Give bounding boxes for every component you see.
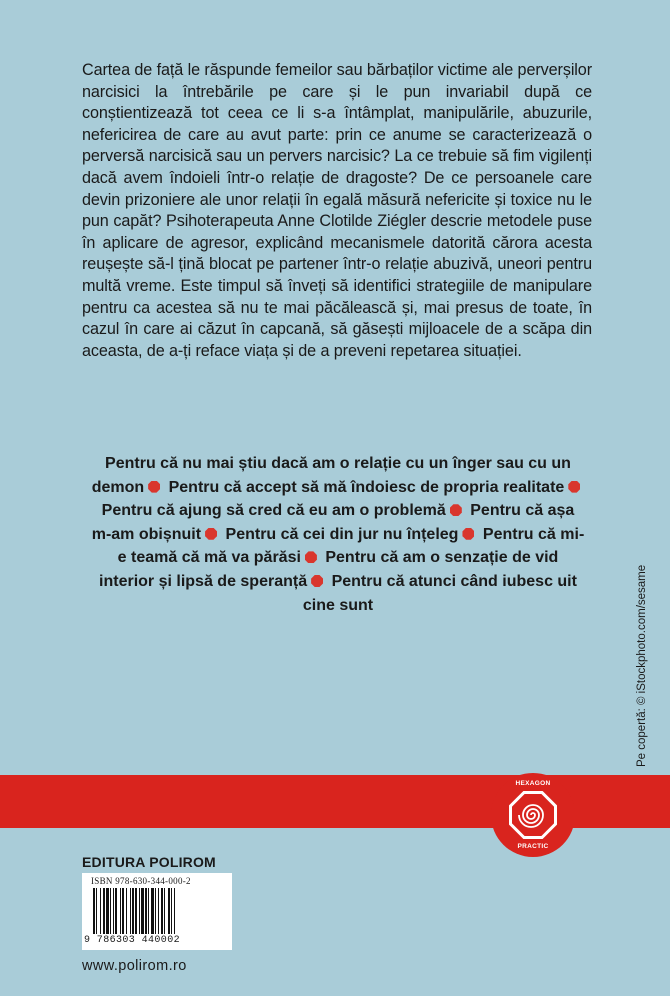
reason-item: Pentru că accept să mă îndoiesc de propria realitate — [168, 478, 565, 496]
octagon-separator-icon — [311, 575, 323, 587]
barcode-bar — [126, 888, 127, 934]
barcode — [82, 873, 232, 950]
barcode-bar — [120, 888, 121, 934]
spiral-icon — [515, 797, 551, 833]
barcode-bar — [161, 888, 163, 934]
barcode-bar — [158, 888, 159, 934]
barcode-bar — [168, 888, 170, 934]
barcode-bar — [100, 888, 101, 934]
barcode-bar — [122, 888, 124, 934]
reason-item: Pentru că am o senzație de vid interior și lipsă de speranță — [99, 549, 559, 590]
reason-item: Pentru că atunci când iubesc uit cine sunt — [302, 572, 577, 614]
barcode-bar — [155, 888, 156, 934]
barcode-bar — [174, 888, 175, 934]
reason-item: Pentru că ajung să cred că eu am o problemă — [101, 502, 446, 520]
barcode-bar — [135, 888, 137, 934]
barcode-digits: 9 786303 440002 — [84, 935, 181, 946]
reason-item: Pentru că nu mai știu dacă am o relație cu un înger sau cu un demon — [91, 455, 571, 496]
barcode-bar — [113, 888, 114, 934]
barcode-bars — [93, 888, 223, 934]
barcode-bar — [148, 888, 149, 934]
logo-top-text: HEXAGON — [515, 780, 551, 787]
reason-item: Pentru că mi-e teamă că mă va părăsi — [117, 525, 585, 567]
barcode-bar — [93, 888, 95, 934]
barcode-bar — [151, 888, 154, 934]
barcode-bar — [139, 888, 140, 934]
reason-item: Pentru că cei din jur nu înțeleg — [225, 525, 459, 543]
barcode-bar — [132, 888, 134, 934]
octagon-separator-icon — [148, 481, 160, 493]
book-description: Cartea de față le răspunde femeilor sau bărbaților victime ale perverșilor narcisici la întrebările pe care și le pun invariabil după ce conștientizează tot ceea ce li s-a întâmplat, manipulările, abuzurile, nefericirea de care au avut parte: prin ce anume se caracterizează o perversă narcisică sau un pervers narcisic? La ce trebuie să fim vigilenți dacă avem îndoieli într-o relație de dragoste? De ce persoanele care devin prizoniere ale unor relații în egală măsură nefericite și toxice nu le pun capăt? Psihoterapeuta Anne Clotilde Ziégler descrie metodele puse în aplicare de agresor, explicând mecanismele datorită cărora acesta reușește să-l țină blocat pe partener într-o relație abuzivă, uneori pentru multă vreme. Este timpul să înveți să identifici strategiile de manipulare pentru ca acestea să nu te mai păcălească și, mai presus de toate, în cazul în care ai căzut în capcană, să găsești mijloacele de a scăpa din aceasta, de a-ți reface viața și de a preveni repetarea situației. — [82, 61, 592, 360]
octagon-separator-icon — [568, 481, 580, 493]
barcode-bar — [115, 888, 117, 934]
reasons-list — [90, 452, 586, 617]
barcode-bar — [110, 888, 111, 934]
barcode-bar — [164, 888, 165, 934]
publisher-name: EDITURA POLIROM — [82, 854, 216, 870]
logo-bottom-text: PRACTIC — [517, 843, 549, 850]
isbn-number: ISBN 978-630-344-000-2 — [91, 876, 191, 886]
octagon-separator-icon — [305, 551, 317, 563]
octagon-separator-icon — [462, 528, 474, 540]
barcode-bar — [130, 888, 131, 934]
reason-item: Pentru că așa m-am obișnuit — [91, 502, 575, 543]
barcode-bar — [145, 888, 147, 934]
octagon-separator-icon — [205, 528, 217, 540]
cover-credit: Pe copertă: © iStockphoto.com/sesame — [636, 564, 648, 767]
barcode-bar — [103, 888, 105, 934]
barcode-bar — [171, 888, 172, 934]
octagon-separator-icon — [450, 504, 462, 516]
publisher-website[interactable]: www.polirom.ro — [82, 958, 187, 974]
barcode-bar — [96, 888, 97, 934]
barcode-bar — [141, 888, 144, 934]
barcode-bar — [106, 888, 109, 934]
